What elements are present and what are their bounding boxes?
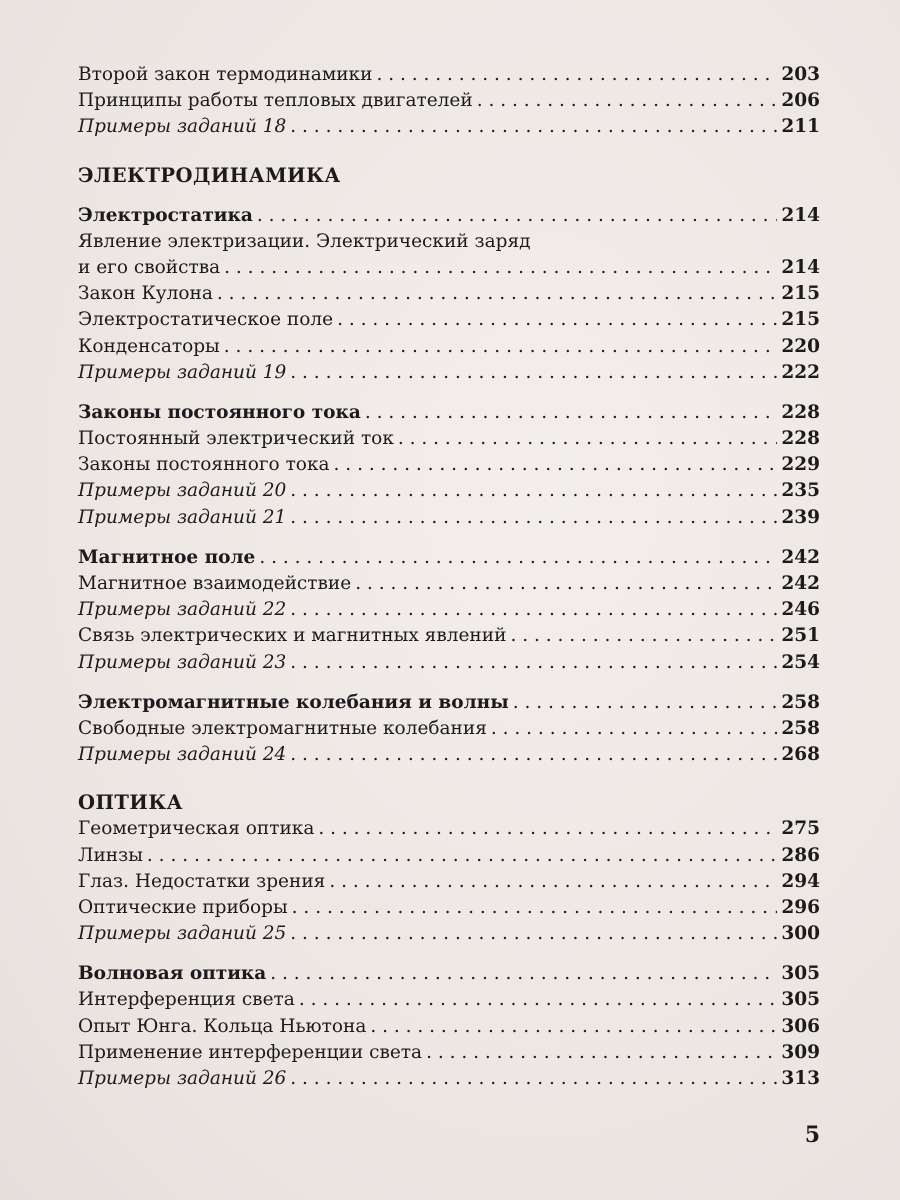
toc-entry-title: Примеры заданий 22 bbox=[78, 599, 287, 621]
toc-leader-dots bbox=[355, 571, 777, 597]
toc-entry[interactable] bbox=[78, 62, 820, 88]
toc-leader-dots bbox=[290, 114, 777, 140]
toc-entry-page: 228 bbox=[781, 401, 820, 423]
toc-entry-title: Примеры заданий 18 bbox=[78, 116, 287, 138]
toc-entry-page: 313 bbox=[781, 1068, 820, 1089]
toc-entry-title: Явление электризации. Электрический заряд bbox=[78, 230, 531, 252]
toc-entry[interactable] bbox=[78, 690, 820, 716]
toc-entry-title: Примеры заданий 26 bbox=[78, 1068, 287, 1089]
toc-leader-dots bbox=[334, 452, 778, 478]
toc-entry-title: Примеры заданий 25 bbox=[78, 923, 287, 945]
toc-spacer bbox=[78, 189, 820, 203]
toc-entry-page: 214 bbox=[781, 256, 820, 278]
toc-entry-title: и его свойства bbox=[78, 256, 221, 278]
toc-entry[interactable] bbox=[78, 478, 820, 504]
toc-entry-title: Магнитное взаимодействие bbox=[78, 573, 352, 594]
toc-entry[interactable] bbox=[78, 545, 820, 571]
toc-entry[interactable] bbox=[78, 597, 820, 623]
toc-entry[interactable] bbox=[78, 114, 820, 140]
toc-section-heading: ЭЛЕКТРОДИНАМИКА bbox=[78, 163, 341, 187]
toc-entry-page: 215 bbox=[781, 309, 820, 331]
toc-entry-page: 309 bbox=[781, 1041, 820, 1063]
toc-entry[interactable] bbox=[78, 921, 820, 947]
toc-leader-dots bbox=[376, 62, 777, 88]
toc-leader-dots bbox=[299, 987, 778, 1013]
toc-leader-dots bbox=[270, 961, 777, 987]
toc-entry[interactable] bbox=[78, 1066, 820, 1092]
toc-entry[interactable] bbox=[78, 742, 820, 768]
toc-entry[interactable] bbox=[78, 88, 820, 114]
toc-leader-dots bbox=[290, 505, 777, 531]
toc-leader-dots bbox=[491, 716, 777, 742]
toc-entry[interactable] bbox=[78, 869, 820, 895]
toc-entry[interactable] bbox=[78, 895, 820, 921]
toc-entry-page: 242 bbox=[781, 573, 820, 594]
toc-entry-page: 258 bbox=[781, 717, 820, 739]
toc-entry-title: Оптические приборы bbox=[78, 896, 288, 918]
toc-leader-dots bbox=[290, 1066, 777, 1092]
toc-entry[interactable] bbox=[78, 1040, 820, 1066]
toc-leader-dots bbox=[259, 545, 777, 571]
toc-entry[interactable] bbox=[78, 426, 820, 452]
toc-entry[interactable] bbox=[78, 360, 820, 386]
toc-entry-page: 254 bbox=[781, 651, 820, 673]
toc-entry-title: Законы постоянного тока bbox=[78, 401, 361, 423]
toc-leader-dots bbox=[217, 281, 777, 307]
toc-leader-dots bbox=[365, 400, 778, 426]
toc-entry-page: 211 bbox=[781, 116, 820, 138]
toc-entry-title: Электростатическое поле bbox=[78, 309, 334, 331]
toc-leader-dots bbox=[290, 597, 777, 623]
toc-entry[interactable] bbox=[78, 571, 820, 597]
toc-leader-dots bbox=[290, 478, 777, 504]
toc-entry[interactable] bbox=[78, 281, 820, 307]
toc-leader-dots bbox=[318, 816, 777, 842]
toc-entry-page: 294 bbox=[781, 870, 820, 892]
toc-entry-title: Геометрическая оптика bbox=[78, 818, 315, 840]
toc-leader-dots bbox=[224, 255, 777, 281]
toc-entry-page: 220 bbox=[781, 335, 820, 357]
toc-entry-page: 206 bbox=[781, 90, 820, 112]
toc-entry-page: 228 bbox=[781, 428, 820, 450]
toc-entry[interactable] bbox=[78, 255, 820, 281]
page-number: 5 bbox=[804, 1122, 820, 1148]
toc-entry[interactable] bbox=[78, 816, 820, 842]
toc-leader-dots bbox=[257, 203, 778, 229]
toc-entry-page: 275 bbox=[781, 818, 820, 840]
toc-entry[interactable] bbox=[78, 716, 820, 742]
toc-spacer bbox=[78, 141, 820, 163]
toc-entry-page: 286 bbox=[781, 844, 820, 866]
toc-entry[interactable] bbox=[78, 400, 820, 426]
toc-spacer bbox=[78, 768, 820, 790]
toc-leader-dots bbox=[370, 1014, 777, 1040]
toc-entry-page: 300 bbox=[781, 923, 820, 945]
toc-leader-dots bbox=[290, 921, 777, 947]
toc-entry-page: 229 bbox=[781, 454, 820, 476]
toc-leader-dots bbox=[477, 88, 778, 114]
toc-entry[interactable] bbox=[78, 843, 820, 869]
toc-spacer bbox=[78, 947, 820, 961]
toc-leader-dots bbox=[147, 843, 777, 869]
toc-entry-title: Линзы bbox=[78, 844, 143, 866]
toc-entry-title: Второй закон термодинамики bbox=[78, 64, 373, 85]
toc-entry-page: 242 bbox=[781, 546, 820, 568]
toc-leader-dots bbox=[329, 869, 777, 895]
toc-entry-title: Примеры заданий 21 bbox=[78, 506, 287, 528]
toc-leader-dots bbox=[513, 690, 778, 716]
toc-entry[interactable] bbox=[78, 229, 820, 255]
toc-entry-title: Связь электрических и магнитных явлений bbox=[78, 625, 507, 647]
toc-entry-title: Применение интерференции света bbox=[78, 1041, 423, 1063]
toc-leader-dots bbox=[426, 1040, 777, 1066]
toc-entry-title: Примеры заданий 20 bbox=[78, 480, 287, 502]
toc-leader-dots bbox=[398, 426, 777, 452]
toc-entry-page: 305 bbox=[781, 963, 820, 985]
toc-entry-page: 305 bbox=[781, 989, 820, 1011]
toc-entry-page: 239 bbox=[781, 506, 820, 528]
toc-entry-title: Принципы работы тепловых двигателей bbox=[78, 90, 473, 112]
toc-leader-dots bbox=[290, 360, 777, 386]
table-of-contents bbox=[78, 62, 820, 1092]
toc-entry-page: 215 bbox=[781, 283, 820, 305]
toc-entry-title: Примеры заданий 19 bbox=[78, 361, 287, 383]
toc-entry-page: 251 bbox=[781, 625, 820, 647]
toc-entry[interactable] bbox=[78, 203, 820, 229]
toc-leader-dots bbox=[510, 623, 777, 649]
toc-entry[interactable] bbox=[78, 961, 820, 987]
toc-entry-page: 268 bbox=[781, 744, 820, 766]
toc-entry[interactable] bbox=[78, 987, 820, 1013]
toc-leader-dots bbox=[292, 895, 778, 921]
toc-entry[interactable] bbox=[78, 334, 820, 360]
toc-entry-title: Примеры заданий 24 bbox=[78, 744, 287, 766]
toc-entry-page: 235 bbox=[781, 480, 820, 502]
toc-entry-title: Глаз. Недостатки зрения bbox=[78, 870, 326, 892]
toc-spacer bbox=[78, 531, 820, 545]
toc-leader-dots bbox=[224, 334, 778, 360]
toc-entry-title: Постоянный электрический ток bbox=[78, 428, 394, 450]
toc-entry-page: 222 bbox=[781, 361, 820, 383]
toc-leader-dots bbox=[290, 650, 777, 676]
toc-entry-title: Волновая оптика bbox=[78, 963, 267, 985]
toc-entry-title: Законы постоянного тока bbox=[78, 454, 330, 476]
toc-spacer bbox=[78, 386, 820, 400]
toc-entry-title: Электромагнитные колебания и волны bbox=[78, 691, 509, 713]
toc-spacer bbox=[78, 676, 820, 690]
toc-entry-page: 258 bbox=[781, 691, 820, 713]
toc-entry-page: 296 bbox=[781, 896, 820, 918]
toc-entry-title: Магнитное поле bbox=[78, 546, 256, 568]
toc-entry[interactable] bbox=[78, 1014, 820, 1040]
toc-entry[interactable] bbox=[78, 623, 820, 649]
toc-entry-title: Примеры заданий 23 bbox=[78, 651, 287, 673]
toc-entry-page: 246 bbox=[781, 599, 820, 621]
toc-leader-dots bbox=[337, 307, 777, 333]
toc-entry-title: Электростатика bbox=[78, 204, 253, 226]
toc-entry-page: 306 bbox=[781, 1015, 820, 1037]
toc-section-heading: ОПТИКА bbox=[78, 791, 183, 815]
toc-entry-title: Опыт Юнга. Кольца Ньютона bbox=[78, 1015, 367, 1037]
toc-entry-page: 203 bbox=[781, 64, 820, 85]
toc-entry[interactable] bbox=[78, 452, 820, 478]
toc-entry-title: Свободные электромагнитные колебания bbox=[78, 717, 487, 739]
toc-entry[interactable] bbox=[78, 505, 820, 531]
toc-entry-title: Закон Кулона bbox=[78, 283, 213, 305]
toc-entry-title: Интерференция света bbox=[78, 989, 295, 1011]
toc-leader-dots bbox=[290, 742, 777, 768]
toc-entry-page: 214 bbox=[781, 204, 820, 226]
toc-entry-title: Конденсаторы bbox=[78, 335, 220, 357]
toc-entry[interactable] bbox=[78, 307, 820, 333]
toc-entry[interactable] bbox=[78, 650, 820, 676]
